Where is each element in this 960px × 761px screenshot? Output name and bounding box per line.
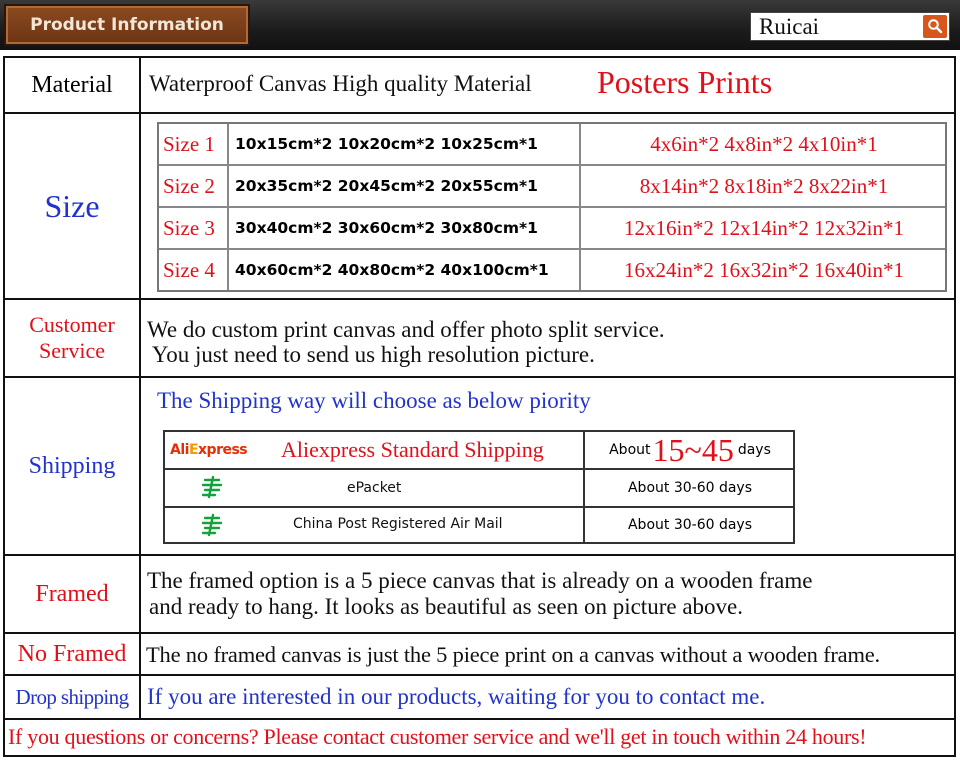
size-table: [157, 122, 947, 292]
row-label-customer-service: [5, 300, 141, 376]
drop-shipping-text: If you are interested in our products, waiting for you to contact me.: [147, 684, 766, 709]
shipping-method-name: China Post Registered Air Mail: [293, 516, 503, 532]
row-label-no-framed: No Framed: [5, 634, 141, 674]
size-row: [159, 166, 945, 208]
row-label-framed: Framed: [5, 556, 141, 632]
size-name: Size 1: [159, 124, 229, 164]
size-row: [159, 208, 945, 250]
size-cm: 20x35cm*2 20x45cm*2 20x55cm*1: [231, 166, 581, 206]
size-inch: 16x24in*2 16x32in*2 16x40in*1: [623, 258, 904, 282]
row-label-drop-shipping: Drop shipping: [5, 676, 141, 718]
search-input[interactable]: [750, 12, 950, 41]
shipping-method-name: Aliexpress Standard Shipping: [281, 437, 544, 462]
size-cm: 10x15cm*2 10x20cm*2 10x25cm*1: [231, 124, 581, 164]
size-row: [159, 124, 945, 166]
china-post-icon: [201, 513, 223, 537]
label-line: Customer: [29, 312, 115, 337]
tab-product-information[interactable]: [6, 6, 248, 44]
product-info-table: [3, 56, 956, 757]
material-text: Waterproof Canvas High quality Material: [149, 71, 532, 96]
china-post-icon: [201, 475, 223, 499]
time-range: 15~45: [652, 431, 734, 468]
time-prefix: About: [609, 442, 651, 458]
row-label-size: Size: [5, 114, 141, 298]
search-icon: [927, 18, 943, 34]
row-shipping: [5, 378, 954, 556]
footer-contact-text: If you questions or concerns? Please contact customer service and we'll get in touch within 24 hours!: [8, 724, 867, 749]
search-value: Ruicai: [759, 14, 820, 39]
customer-service-line1: We do custom print canvas and offer photo split service.: [147, 317, 665, 342]
shipping-row: [165, 470, 793, 508]
framed-line2: and ready to hang. It looks as beautiful as seen on picture above.: [149, 594, 743, 619]
shipping-time: [587, 432, 793, 468]
customer-service-line2: You just need to send us high resolution picture.: [147, 342, 595, 367]
shipping-time: About 30-60 days: [627, 517, 753, 533]
row-label-material: Material: [5, 58, 141, 112]
time-suffix: days: [737, 442, 771, 458]
row-label-shipping: Shipping: [5, 378, 141, 554]
row-size: [5, 114, 954, 300]
size-inch: 8x14in*2 8x18in*2 8x22in*1: [639, 174, 889, 198]
size-row: [159, 250, 945, 290]
size-name: Size 4: [159, 250, 229, 290]
label-line: Service: [39, 338, 105, 363]
shipping-intro: The Shipping way will choose as below piority: [157, 388, 591, 413]
size-inch: 4x6in*2 4x8in*2 4x10in*1: [650, 132, 878, 156]
material-highlight: Posters Prints: [597, 64, 773, 100]
search-button[interactable]: [923, 15, 947, 38]
shipping-method-name: ePacket: [347, 480, 402, 496]
row-no-framed: [5, 634, 954, 676]
size-name: Size 2: [159, 166, 229, 206]
shipping-row: [165, 432, 793, 470]
row-customer-service: [5, 300, 954, 378]
row-framed: [5, 556, 954, 634]
size-cm: 40x60cm*2 40x80cm*2 40x100cm*1: [231, 250, 581, 290]
row-material: [5, 58, 954, 114]
framed-line1: The framed option is a 5 piece canvas that is already on a wooden frame: [147, 568, 813, 593]
row-footer: [5, 720, 954, 755]
aliexpress-logo: AliExpress: [170, 442, 248, 458]
size-inch: 12x16in*2 12x14in*2 12x32in*1: [623, 216, 904, 240]
shipping-table: [163, 430, 795, 544]
shipping-time: About 30-60 days: [627, 480, 753, 496]
shipping-row: [165, 508, 793, 542]
size-name: Size 3: [159, 208, 229, 248]
size-cm: 30x40cm*2 30x60cm*2 30x80cm*1: [231, 208, 581, 248]
tab-label: Product Information: [30, 15, 224, 35]
row-drop-shipping: [5, 676, 954, 720]
header-bar: [0, 0, 960, 50]
no-framed-text: The no framed canvas is just the 5 piece print on a canvas without a wooden frame.: [146, 642, 880, 667]
